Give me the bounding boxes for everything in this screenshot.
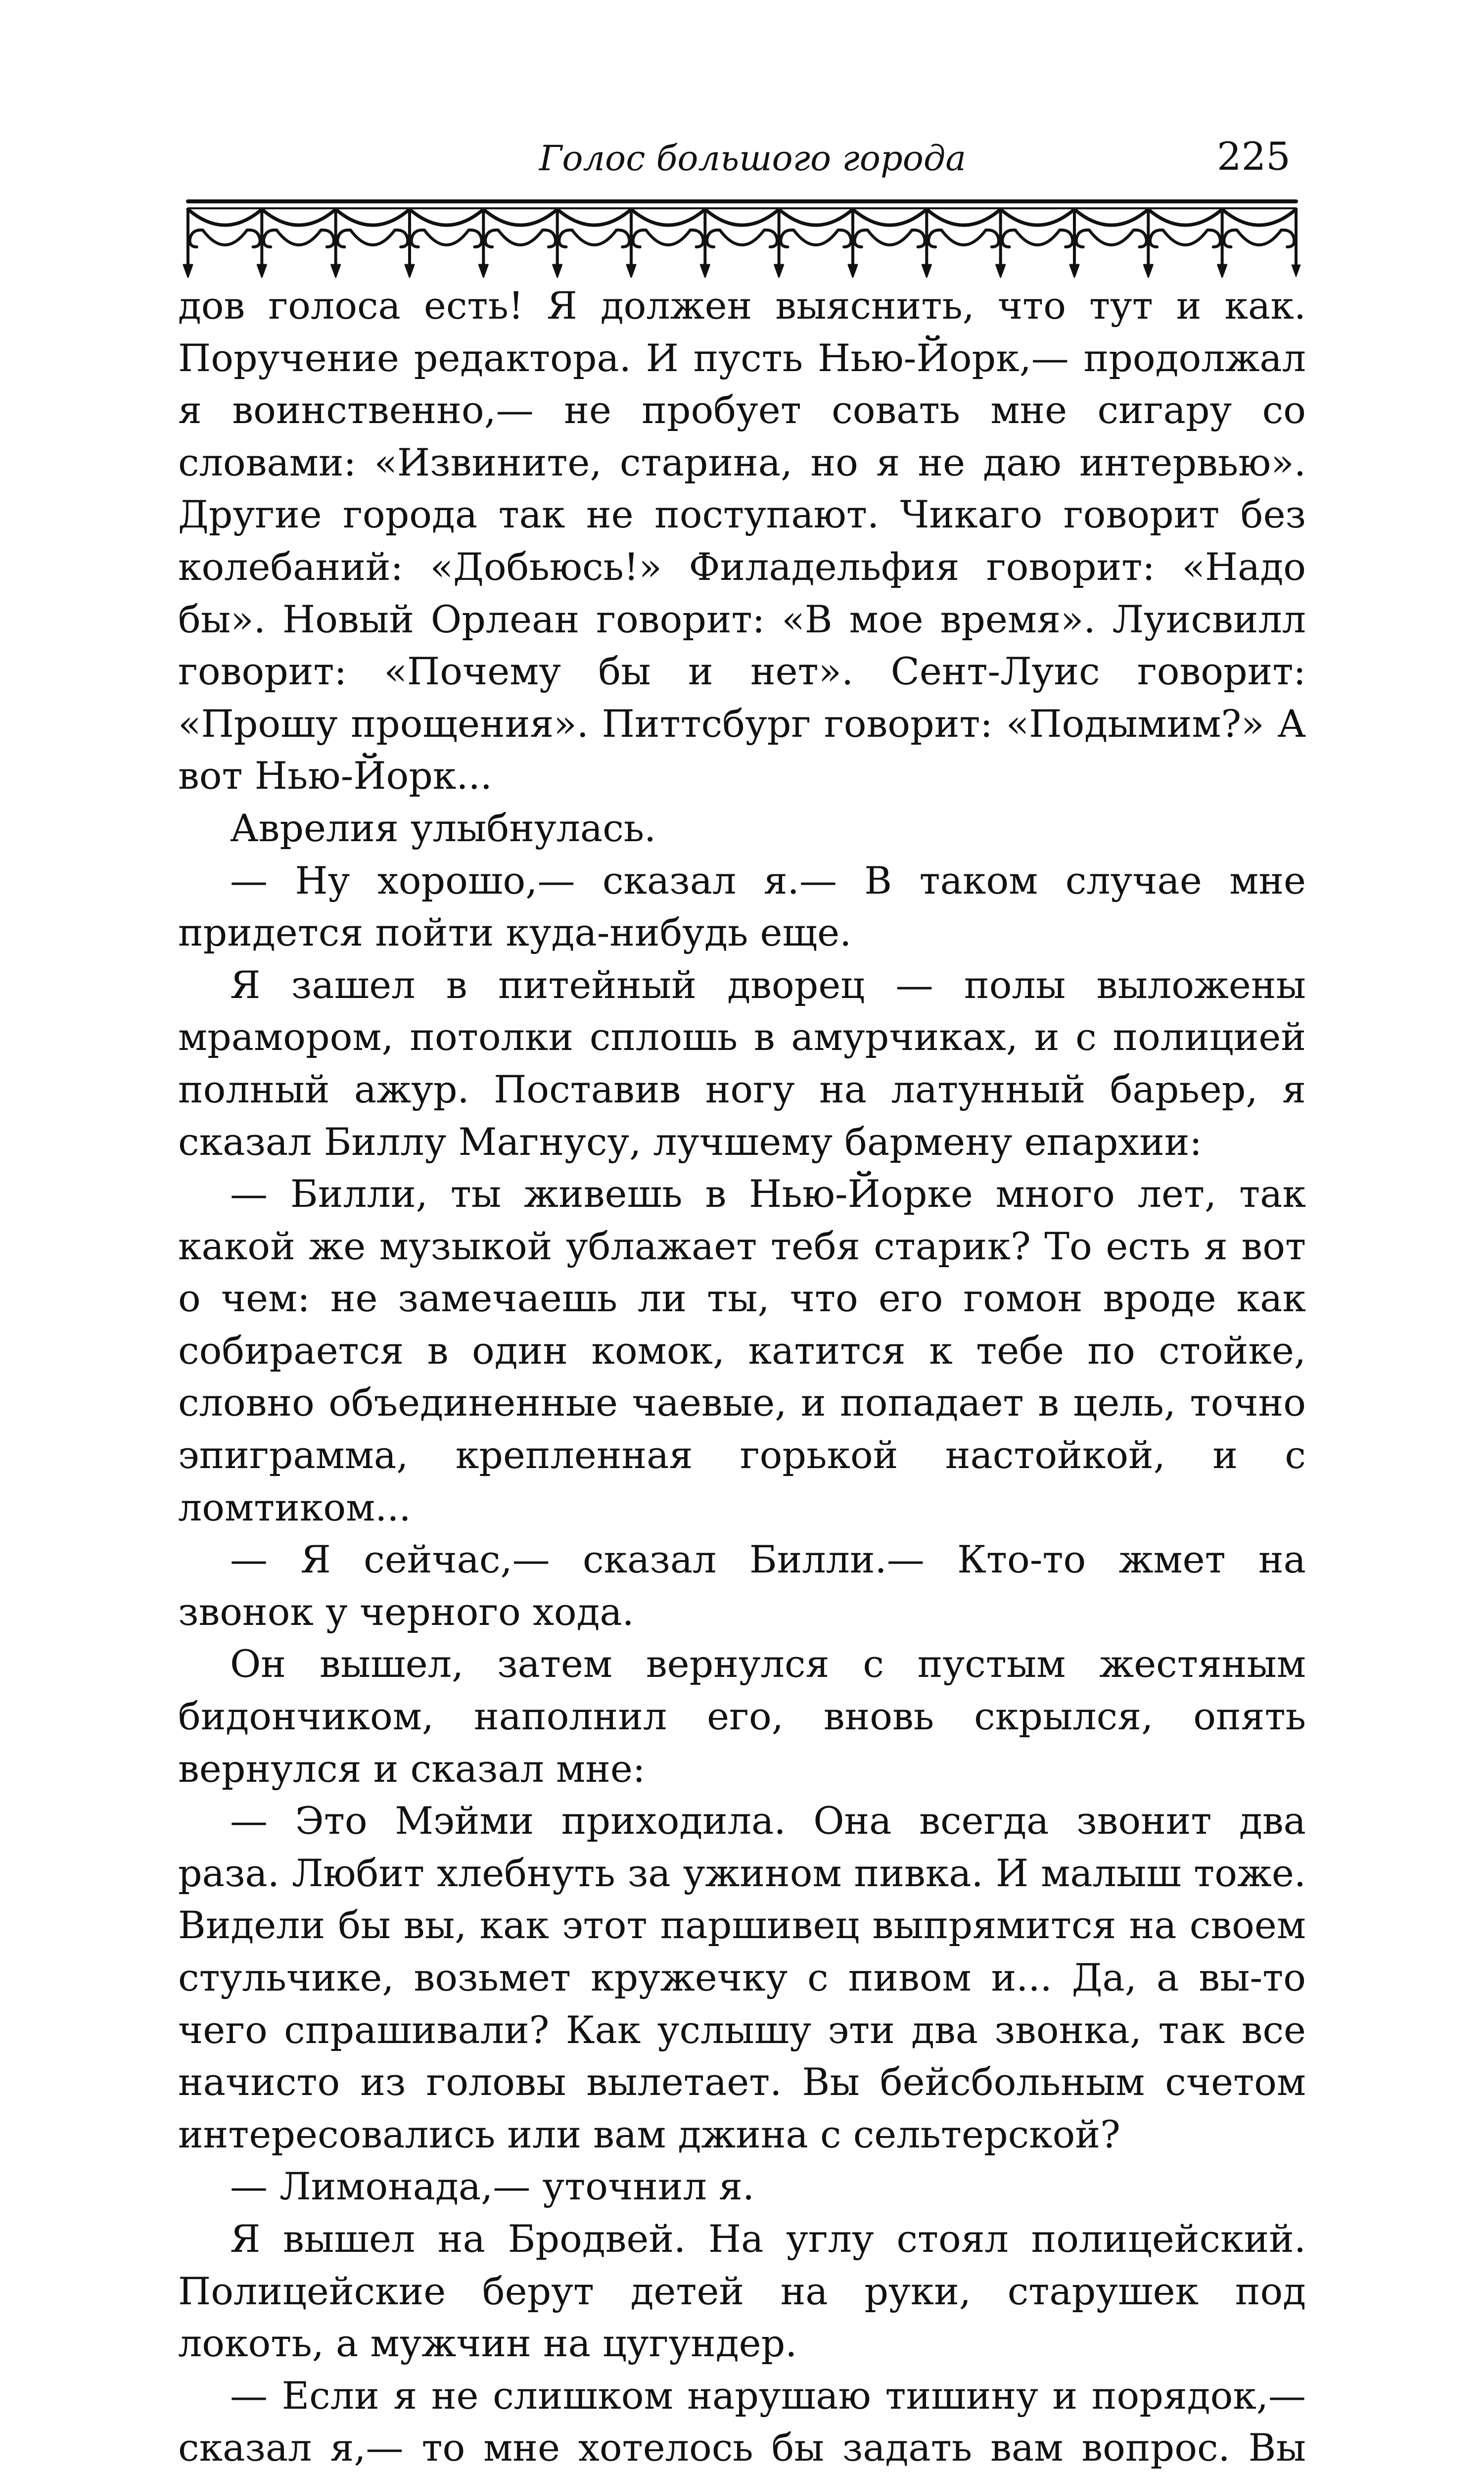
ornamental-border	[178, 195, 1306, 280]
paragraph: дов голоса есть! Я должен выяснить, что тут и как. Поручение редактора. И пусть Нью-Йорк,— продолжал я воинственно,— не пробует совать мне сигару со словами: «Извините, старина, но я не даю интервью». Другие города так не поступают. Чикаго говорит без колебаний: «Добьюсь!» Филадельфия говорит: «Надо бы». Новый Орлеан говорит: «В мое время». Луисвилл говорит: «Почему бы и нет». Сент-Луис говорит: «Прошу прощения». Питтсбург говорит: «Подымим?» А вот Нью-Йорк...	[178, 284, 1306, 798]
paragraph: — Ну хорошо,— сказал я.— В таком случае мне придется пойти куда-нибудь еще.	[178, 858, 1306, 955]
paragraph: — Лимонада,— уточнил я.	[230, 2164, 755, 2209]
paragraph: Я зашел в питейный дворец — полы выложены мрамором, потолки сплошь в амурчиках, и с полицией полный ажур. Поставив ногу на латунный барьер, я сказал Биллу Магнусу, лучшему бармену епархии:	[178, 962, 1306, 1164]
paragraph: — Это Мэйми приходила. Она всегда звонит два раза. Любит хлебнуть за ужином пивка. И малыш тоже. Видели бы вы, как этот паршивец выпрямится на своем стульчике, возьмет кружечку с пивом и... Да, а вы-то чего спрашивали? Как услышу эти два звонка, так все начисто из головы вылетает. Вы бейсбольным счетом интересовались или вам джина с сельтерской?	[178, 1799, 1306, 2156]
paragraph: — Билли, ты живешь в Нью-Йорке много лет, так какой же музыкой ублажает тебя старик? То есть я вот о чем: не замечаешь ли ты, что его гомон вроде как собирается в один комок, катится к тебе по стойке, словно объединенные чаевые, и попадает в цель, точно эпиграмма, крепленная горькой настойкой, и с ломтиком...	[178, 1172, 1306, 1529]
page-number: 225	[1217, 135, 1291, 179]
paragraph: Аврелия улыбнулась.	[230, 806, 656, 850]
paragraph: — Я сейчас,— сказал Билли.— Кто-то жмет на звонок у черного хода.	[178, 1537, 1306, 1634]
body-text	[178, 280, 1306, 2474]
paragraph: Я вышел на Бродвей. На углу стоял полицейский. Полицейские берут детей на руки, старушек под локоть, а мужчин на цугундер.	[178, 2216, 1306, 2366]
running-title: Голос большого города	[539, 138, 967, 179]
paragraph: Он вышел, затем вернулся с пустым жестяным бидончиком, наполнил его, вновь скрылся, опять вернулся и сказал мне:	[178, 1642, 1306, 1791]
paragraph: — Если я не слишком нарушаю тишину и порядок,— сказал я,— то мне хотелось бы задать вам вопрос. Вы	[178, 2373, 1306, 2470]
